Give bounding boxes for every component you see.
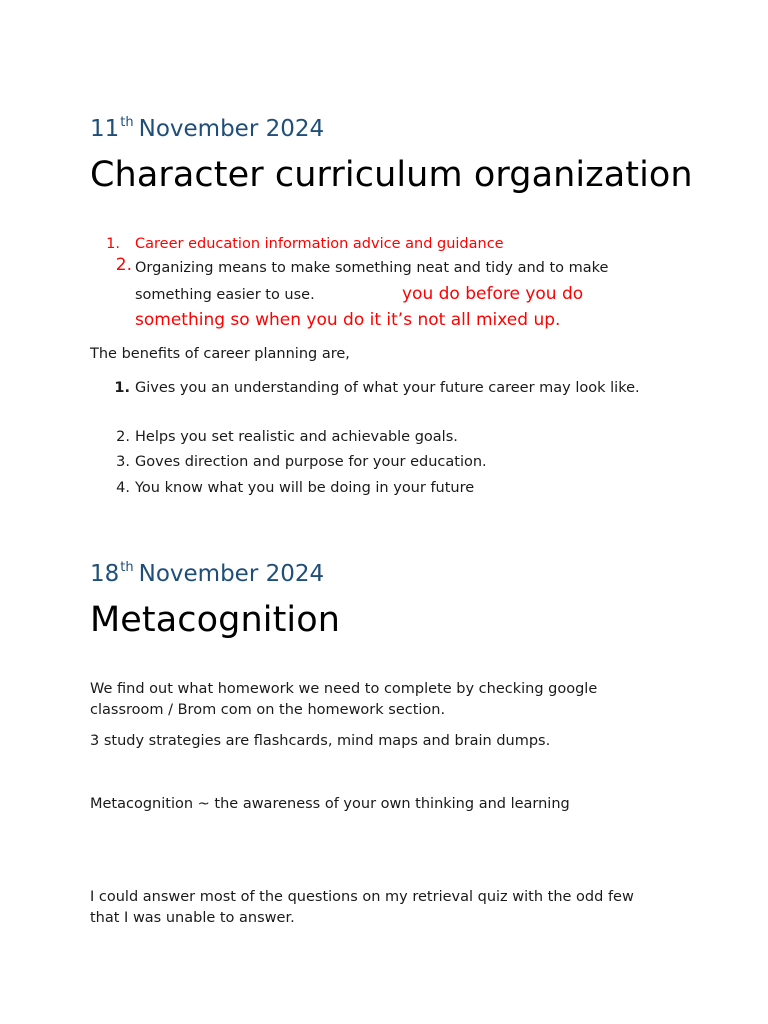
list-item-text: Organizing means to make something neat and tidy and to make — [135, 260, 609, 276]
paragraph: Metacognition ~ the awareness of your own thinking and learning — [90, 796, 570, 812]
date-rest: November 2024 — [138, 561, 325, 587]
handwritten-annotation: you do before you do — [402, 284, 584, 304]
paragraph: We find out what homework we need to complete by checking google — [90, 681, 598, 697]
date-day: 11 — [90, 116, 120, 142]
list-number: 2. — [115, 255, 132, 275]
benefits-intro: The benefits of career planning are, — [90, 346, 350, 362]
paragraph-continued: classroom / Brom com on the homework section. — [90, 702, 446, 718]
date-rest: November 2024 — [138, 116, 325, 142]
section-1-date — [90, 116, 324, 142]
list-item-text: Goves direction and purpose for your education. — [135, 454, 487, 470]
section-1-title: Character curriculum organization — [90, 155, 693, 195]
list-item-text: Career education information advice and guidance — [135, 236, 504, 252]
list-number: 2. — [116, 429, 130, 445]
list-item-text-continued: something easier to use. — [135, 287, 315, 303]
list-number: 3. — [116, 454, 130, 470]
paragraph-continued: that I was unable to answer. — [90, 910, 295, 926]
list-number: 1. — [106, 236, 120, 252]
section-2-date — [90, 561, 324, 587]
list-number: 4. — [116, 480, 130, 496]
list-item-text: Helps you set realistic and achievable goals. — [135, 429, 458, 445]
paragraph: 3 study strategies are flashcards, mind maps and brain dumps. — [90, 733, 551, 749]
list-item-text: Gives you an understanding of what your future career may look like. — [135, 380, 640, 396]
section-2-title: Metacognition — [90, 600, 341, 640]
list-item-text: You know what you will be doing in your future — [135, 480, 475, 496]
date-day: 18 — [90, 561, 120, 587]
list-number: 1. — [114, 380, 130, 396]
date-suffix: th — [120, 560, 134, 575]
paragraph: I could answer most of the questions on my retrieval quiz with the odd few — [90, 889, 634, 905]
date-suffix: th — [120, 115, 134, 130]
handwritten-annotation-continued: something so when you do it it’s not all mixed up. — [135, 310, 561, 330]
